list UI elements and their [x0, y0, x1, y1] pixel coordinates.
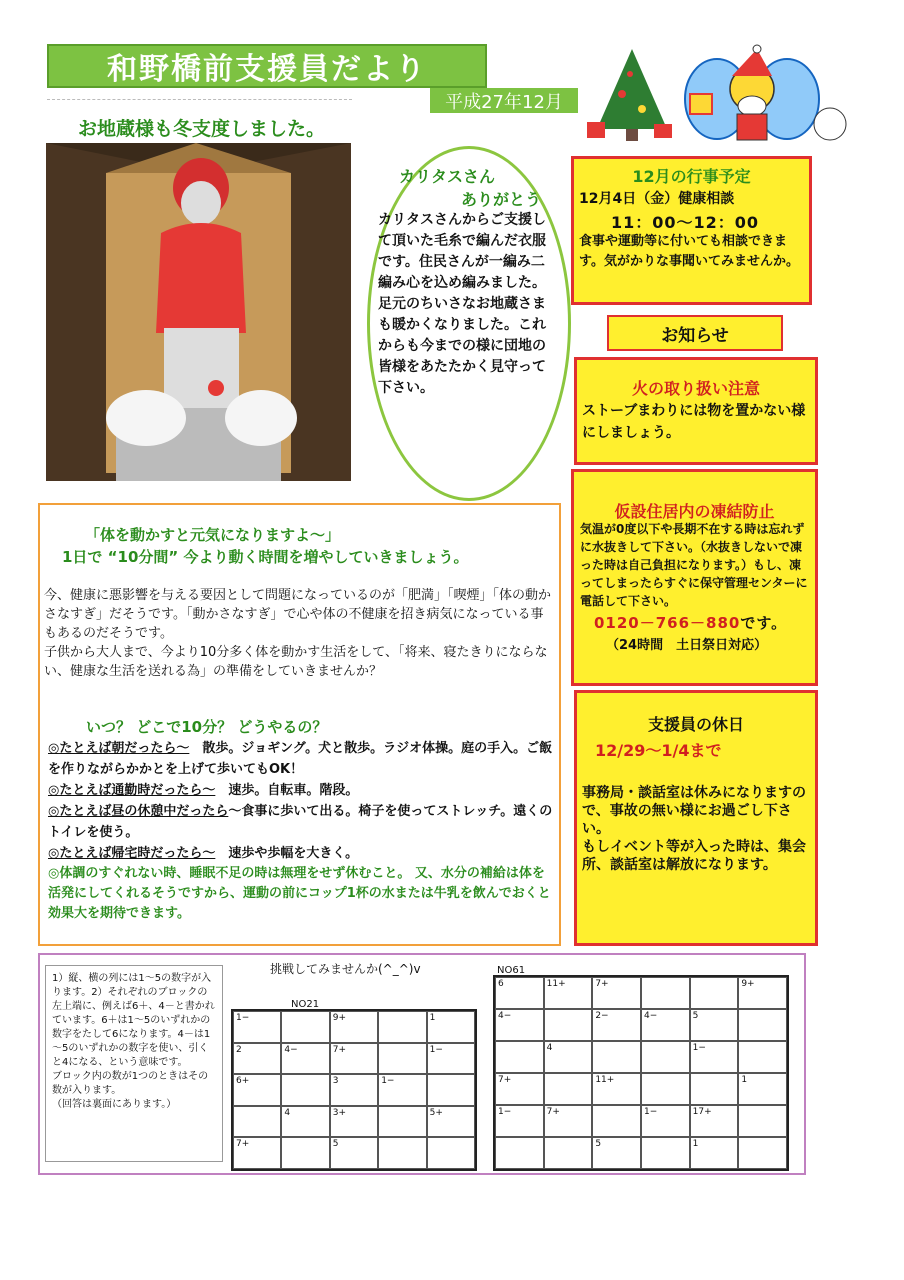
puzzle-cell[interactable]	[544, 1009, 593, 1041]
puzzle-cell[interactable]	[544, 1073, 593, 1105]
fire-body: ストーブまわりには物を置かない様にしましょう。	[582, 403, 806, 441]
christmas-illustration	[582, 44, 902, 144]
puzzle-cell[interactable]	[738, 1041, 787, 1073]
puzzle-cell[interactable]: 6+	[233, 1074, 281, 1106]
puzzle-cell[interactable]	[378, 1106, 426, 1138]
puzzle-cell[interactable]: 11+	[544, 977, 593, 1009]
jizo-photo	[46, 143, 351, 481]
puzzle-cell[interactable]: 1−	[233, 1011, 281, 1043]
puzzle-cell[interactable]: 5+	[427, 1106, 475, 1138]
thanks-title: カリタスさん	[399, 167, 496, 186]
list-item: ◎たとえば帰宅時だったら～ 速歩や歩幅を大きく。	[48, 846, 359, 861]
issue-date: 平成27年12月	[430, 88, 578, 113]
puzzle-cell[interactable]: 1−	[690, 1041, 739, 1073]
exercise-subtitle: 1日で “10分間” 今より動く時間を増やしていきましょう。	[62, 548, 469, 566]
holiday-dates: 12/29～1/4まで	[595, 741, 722, 760]
puzzle-cell[interactable]	[738, 1105, 787, 1137]
puzzle-cell[interactable]: 3	[330, 1074, 378, 1106]
exercise-question: いつ？ どこで10分？ どうやるの？	[86, 718, 328, 736]
puzzle-cell[interactable]	[495, 1041, 544, 1073]
holiday-title: 支援員の休日	[647, 715, 744, 734]
puzzle-cell[interactable]	[427, 1074, 475, 1106]
puzzle-cell[interactable]	[233, 1106, 281, 1138]
puzzle-cell[interactable]: 6	[495, 977, 544, 1009]
puzzle-cell[interactable]: 2	[233, 1043, 281, 1075]
freeze-title: 仮設住居内の凍結防止	[614, 502, 775, 521]
puzzle-cell[interactable]	[495, 1137, 544, 1169]
puzzle-cell[interactable]: 4−	[281, 1043, 329, 1075]
puzzle-cell[interactable]: 1	[690, 1137, 739, 1169]
puzzle-cell[interactable]	[281, 1011, 329, 1043]
puzzle-cell[interactable]	[690, 977, 739, 1009]
freeze-phone	[594, 612, 787, 633]
exercise-advice: ◎体調のすぐれない時、睡眠不足の時は無理をせず休むこと。 又、水分の補給は体を活発にしてくれるそうですから、運動の前にコップ1杯の水または牛乳を飲んでおくと効果大を期待できます。	[48, 866, 551, 921]
phone-suffix: です。	[740, 614, 788, 632]
puzzle-cell[interactable]	[281, 1137, 329, 1169]
puzzle-grid-b	[493, 975, 789, 1171]
puzzle-b-label: NO61	[497, 965, 526, 976]
puzzle-cell[interactable]	[641, 977, 690, 1009]
holiday-body: 事務局・談話室は休みになりますので、事故の無い様にお過ごし下さい。 もしイベント等が入った時は、集会所、談話室は解放になります。	[582, 785, 806, 873]
puzzle-cell[interactable]: 9+	[330, 1011, 378, 1043]
puzzle-cell[interactable]: 5	[592, 1137, 641, 1169]
thanks-title-2: ありがとう	[461, 190, 542, 209]
events-date: 12月4日（金）健康相談	[579, 191, 735, 207]
puzzle-cell[interactable]: 1−	[495, 1105, 544, 1137]
list-item: ◎たとえば朝だったら～ 散歩。ジョギング。犬と散歩。ラジオ体操。庭の手入。ご飯を作りながらかかとを上げて歩いてもOK！	[48, 741, 553, 777]
puzzle-cell[interactable]: 5	[690, 1009, 739, 1041]
puzzle-heading: 挑戦してみませんか(^_^)v	[270, 962, 421, 976]
puzzle-cell[interactable]: 7+	[592, 977, 641, 1009]
puzzle-cell[interactable]: 1	[427, 1011, 475, 1043]
puzzle-cell[interactable]	[690, 1073, 739, 1105]
puzzle-cell[interactable]	[641, 1041, 690, 1073]
events-title: 12月の行事予定	[632, 167, 751, 186]
puzzle-cell[interactable]: 11+	[592, 1073, 641, 1105]
puzzle-cell[interactable]: 4	[544, 1041, 593, 1073]
tree-icon	[597, 49, 667, 129]
exercise-list	[48, 738, 556, 864]
puzzle-cell[interactable]: 7+	[544, 1105, 593, 1137]
puzzle-cell[interactable]	[641, 1073, 690, 1105]
newsletter-title: 和野橋前支援員だより	[47, 44, 487, 88]
list-item: ◎たとえば昼の休憩中だったら～食事に歩いて出る。椅子を使ってストレッチ。遠くのトイレを使う。	[48, 804, 553, 840]
puzzle-cell[interactable]	[281, 1074, 329, 1106]
thanks-body: カリタスさんからご支援して頂いた毛糸で編んだ衣服です。住民さんが一編み二編み心を込め編みました。足元のちいさなお地蔵さまも暖かくなりました。これからも今までの様に団地の皆様をあたたかく見守って下さい。	[378, 212, 546, 396]
puzzle-cell[interactable]	[378, 1011, 426, 1043]
puzzle-cell[interactable]	[592, 1041, 641, 1073]
events-time: 11：00～12：00	[611, 213, 760, 232]
puzzle-cell[interactable]: 4	[281, 1106, 329, 1138]
puzzle-grid-a	[231, 1009, 477, 1171]
puzzle-cell[interactable]	[738, 1137, 787, 1169]
fire-title: 火の取り扱い注意	[631, 379, 760, 398]
puzzle-cell[interactable]	[592, 1105, 641, 1137]
puzzle-cell[interactable]: 4−	[641, 1009, 690, 1041]
puzzle-cell[interactable]: 1−	[427, 1043, 475, 1075]
puzzle-a-label: NO21	[291, 999, 320, 1010]
exercise-title: 「体を動かすと元気になりますよ～」	[85, 526, 341, 544]
puzzle-cell[interactable]: 5	[330, 1137, 378, 1169]
puzzle-cell[interactable]	[427, 1137, 475, 1169]
notice-label: お知らせ	[607, 315, 783, 351]
puzzle-cell[interactable]: 9+	[738, 977, 787, 1009]
phone-number: 0120－766－880	[594, 614, 741, 632]
divider	[47, 99, 352, 100]
puzzle-cell[interactable]: 17+	[690, 1105, 739, 1137]
list-item: ◎たとえば通勤時だったら～ 速歩。自転車。階段。	[48, 783, 359, 798]
puzzle-rules: 1）縦、横の列には1～5の数字が入ります。2）それぞれのブロックの左上端に、例えば6＋、4－と書かれています。6＋は1～5のいずれかの数字をたして6になります。4－は1～5のいずれかの数字を使い、引くと4になる、という意味です。 ブロック内の数が1つのときはその数が入ります。 （回答は裏面にあります。）	[45, 965, 223, 1162]
puzzle-cell[interactable]: 7+	[330, 1043, 378, 1075]
puzzle-cell[interactable]	[378, 1137, 426, 1169]
puzzle-cell[interactable]	[738, 1009, 787, 1041]
puzzle-cell[interactable]	[378, 1043, 426, 1075]
puzzle-cell[interactable]: 7+	[495, 1073, 544, 1105]
freeze-body: 気温が0度以下や長期不在する時は忘れずに水抜きして下さい。（水抜きしないで凍った時は自己負担になります。）もし、凍ってしまったらすぐに保守管理センターに電話して下さい。	[580, 522, 808, 608]
puzzle-cell[interactable]: 3+	[330, 1106, 378, 1138]
puzzle-cell[interactable]	[641, 1137, 690, 1169]
jizo-heading: お地蔵様も冬支度しました。	[78, 118, 326, 140]
events-desc: 食事や運動等に付いても相談できます。気がかりな事聞いてみませんか。	[579, 234, 799, 269]
puzzle-cell[interactable]: 1−	[378, 1074, 426, 1106]
exercise-body: 今、健康に悪影響を与える要因として問題になっているのが「肥満」「喫煙」「体の動かさなすぎ」だそうです。「動かさなすぎ」で心や体の不健康を招き病気になっている事もあるのだそうです。 子供から大人まで、今より10分多く体を動かす生活をして、「将来、寝たきりにならない、健康な生活を送れる為」の準備をしていきませんか？	[44, 588, 552, 679]
puzzle-cell[interactable]: 7+	[233, 1137, 281, 1169]
freeze-hours: （24時間 土日祭日対応）	[606, 638, 768, 653]
puzzle-cell[interactable]: 1	[738, 1073, 787, 1105]
puzzle-cell[interactable]	[544, 1137, 593, 1169]
puzzle-cell[interactable]: 1−	[641, 1105, 690, 1137]
puzzle-cell[interactable]: 2−	[592, 1009, 641, 1041]
puzzle-cell[interactable]: 4−	[495, 1009, 544, 1041]
